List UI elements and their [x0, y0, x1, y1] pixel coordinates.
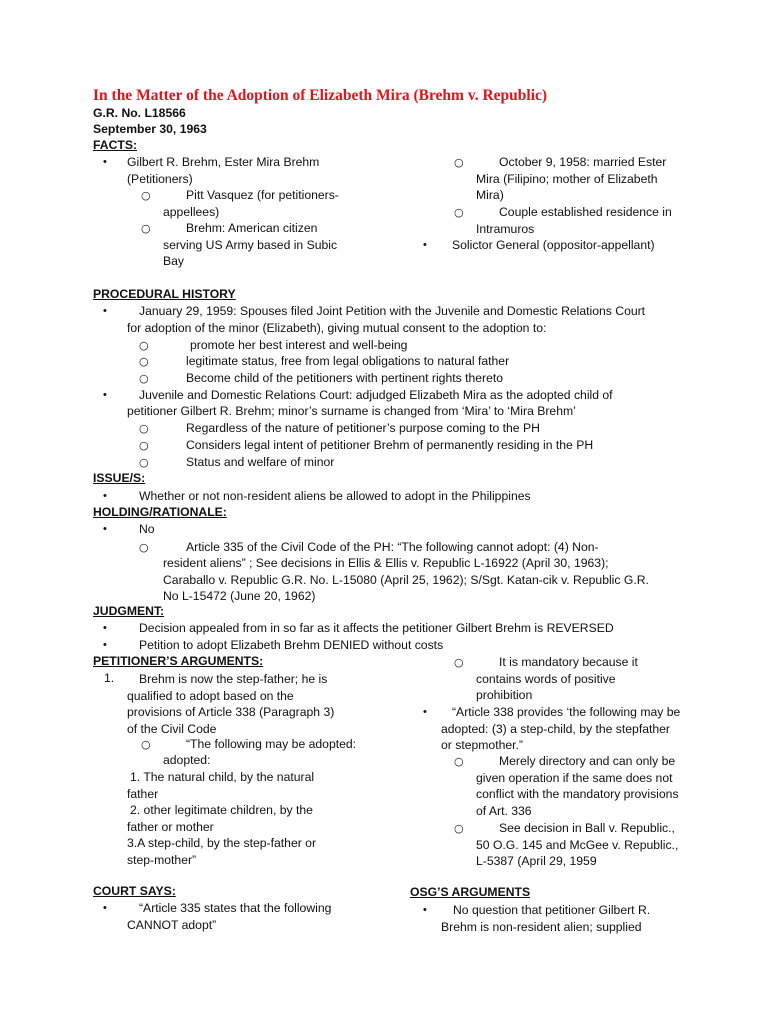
bullet-icon: •	[103, 639, 107, 651]
bullet-icon: •	[103, 156, 107, 168]
bullet-icon: •	[103, 523, 107, 535]
procedural-s4: Regardless of the nature of petitioner’s purpose coming to the PH	[186, 421, 540, 435]
bullet-icon: •	[423, 904, 427, 916]
holding-line3: Caraballo v. Republic G.R. No. L-15080 (April 25, 1962); S/Sgt. Katan-cik v. Republic G.R.	[163, 573, 649, 587]
petitioners-arguments-heading: PETITIONER’S ARGUMENTS:	[93, 654, 264, 668]
bullet-icon: •	[423, 706, 427, 718]
petitioners-quote-item-1: 1. The natural child, by the natural father	[127, 770, 315, 801]
bullet-icon: •	[423, 239, 427, 251]
circle-bullet-icon: ○	[141, 738, 151, 751]
procedural-p1-line1: January 29, 1959: Spouses filed Joint Petition with the Juvenile and Domestic Relations Court	[139, 304, 646, 318]
procedural-s3: Become child of the petitioners with pertinent rights thereto	[186, 371, 504, 385]
case-number: G.R. No. L18566	[93, 106, 186, 120]
circle-bullet-icon: ○	[139, 422, 149, 435]
procedural-p2-line1: Juvenile and Domestic Relations Court: adjudged Elizabeth Mira as the adopted child of	[139, 388, 613, 402]
circle-bullet-icon: ○	[454, 755, 464, 768]
facts-married: October 9, 1958: married Ester Mira (Filipino; mother of Elizabeth Mira)	[476, 155, 667, 202]
circle-bullet-icon: ○	[454, 206, 464, 219]
circle-bullet-icon: ○	[454, 822, 464, 835]
directory-item: Merely directory and can only be given operation if the same does not conflict with the mandatory provisions of Art. 336	[476, 754, 679, 818]
facts-brehm: Brehm: American citizen serving US Army based in Subic Bay	[163, 221, 338, 268]
circle-bullet-icon: ○	[141, 189, 151, 202]
petitioners-adopted-label: adopted:	[163, 753, 211, 767]
procedural-heading: PROCEDURAL HISTORY	[93, 287, 236, 301]
osg-item: No question that petitioner Gilbert R. Brehm is non-resident alien; supplied	[441, 903, 651, 934]
court-says-heading: COURT SAYS:	[93, 884, 176, 898]
holding-line1: Article 335 of the Civil Code of the PH: “The following cannot adopt: (4) Non-	[186, 540, 599, 554]
mandatory-item: It is mandatory because it contains words of positive prohibition	[476, 655, 638, 702]
bullet-icon: •	[103, 305, 107, 317]
procedural-s5: Considers legal intent of petitioner Brehm of permanently residing in the PH	[186, 438, 594, 452]
petitioners-argument: Brehm is now the step-father; he is qualified to adopt based on the provisions of Article 338 (Paragraph 3) of the Civil Code	[127, 672, 335, 736]
circle-bullet-icon: ○	[139, 339, 149, 352]
procedural-p1-line2: for adoption of the minor (Elizabeth), giving mutual consent to the adoption to:	[127, 321, 547, 335]
facts-solgen: Solictor General (oppositor-appellant)	[452, 238, 655, 252]
facts-counsel: Pitt Vasquez (for petitioners-appellees)	[163, 188, 339, 219]
holding-line2: resident aliens” ; See decisions in Ellis & Ellis v. Republic L-16922 (April 30, 1963);	[163, 556, 609, 570]
facts-petitioners: Gilbert R. Brehm, Ester Mira Brehm (Petitioners)	[127, 155, 320, 186]
procedural-s6: Status and welfare of minor	[186, 455, 335, 469]
judgment-heading: JUDGMENT:	[93, 604, 165, 618]
circle-bullet-icon: ○	[454, 656, 464, 669]
list-number: 1.	[104, 671, 115, 685]
case-title: In the Matter of the Adoption of Elizabeth Mira (Brehm v. Republic)	[93, 87, 548, 104]
circle-bullet-icon: ○	[139, 541, 149, 554]
petitioners-quote-item-3: 3.A step-child, by the step-father or step-mother”	[127, 836, 317, 867]
judgment-item-1: Decision appealed from in so far as it affects the petitioner Gilbert Brehm is REVERSED	[139, 621, 614, 635]
petitioners-quote-item-2: 2. other legitimate children, by the father or mother	[127, 803, 313, 834]
petitioners-quote: “The following may be adopted:	[186, 737, 357, 751]
judgment-item-2: Petition to adopt Elizabeth Brehm DENIED without costs	[139, 638, 444, 652]
bullet-icon: •	[103, 389, 107, 401]
circle-bullet-icon: ○	[141, 222, 151, 235]
facts-heading: FACTS:	[93, 138, 138, 152]
circle-bullet-icon: ○	[454, 156, 464, 169]
holding-no: No	[139, 522, 155, 536]
osg-arguments-heading: OSG’S ARGUMENTS	[410, 885, 531, 899]
circle-bullet-icon: ○	[139, 456, 149, 469]
procedural-s2: legitimate status, free from legal obligations to natural father	[186, 354, 510, 368]
issue-heading: ISSUE/S:	[93, 471, 146, 485]
procedural-p2-line2: petitioner Gilbert R. Brehm; minor’s surname is changed from ‘Mira’ to ‘Mira Brehm’	[127, 404, 576, 418]
holding-line4: No L-15472 (June 20, 1962)	[163, 589, 316, 603]
issue-item: Whether or not non-resident aliens be allowed to adopt in the Philippines	[139, 489, 531, 503]
case-date: September 30, 1963	[93, 122, 207, 136]
facts-residence: Couple established residence in Intramuros	[476, 205, 672, 236]
holding-heading: HOLDING/RATIONALE:	[93, 505, 227, 519]
bullet-icon: •	[103, 622, 107, 634]
court-says-item: “Article 335 states that the following CANNOT adopt”	[127, 901, 332, 932]
bullet-icon: •	[103, 490, 107, 502]
circle-bullet-icon: ○	[139, 439, 149, 452]
procedural-s1: promote her best interest and well-being	[190, 338, 408, 352]
bullet-icon: •	[103, 902, 107, 914]
article-338-item: “Article 338 provides ‘the following may be adopted: (3) a step-child, by the stepfather or stepmother.”	[441, 705, 681, 752]
ball-decision-item: See decision in Ball v. Republic., 50 O.G. 145 and McGee v. Republic., L-5387 (April 29, 1959	[476, 821, 679, 868]
circle-bullet-icon: ○	[139, 372, 149, 385]
circle-bullet-icon: ○	[139, 355, 149, 368]
